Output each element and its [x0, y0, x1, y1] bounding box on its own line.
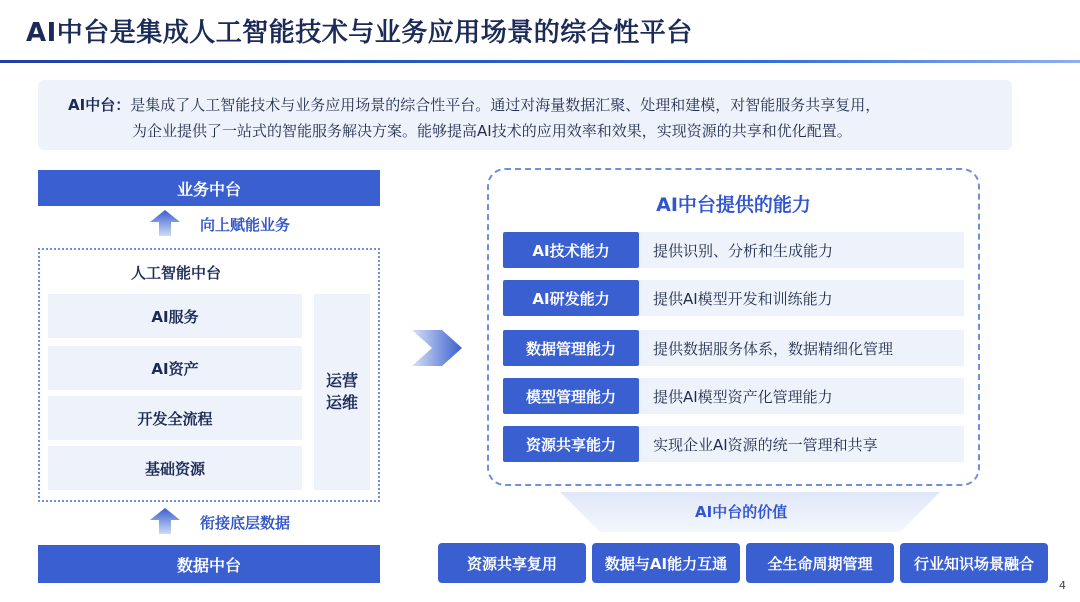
ai-center-title: 人工智能中台 — [130, 264, 221, 282]
business-center-bar: 业务中台 — [38, 170, 380, 206]
cap-desc-model-mgmt: 提供AI模型资产化管理能力 — [639, 378, 964, 414]
intro-line-2: 为企业提供了一站式的智能服务解决方案。能够提高AI技术的应用效率和效果，实现资源的共享和优化配置。 — [132, 122, 852, 140]
right-arrow-icon — [412, 330, 462, 366]
layer-ai-service: AI服务 — [48, 294, 302, 338]
up-arrow-icon — [150, 508, 180, 534]
cap-desc-data-mgmt: 提供数据服务体系，数据精细化管理 — [639, 330, 964, 366]
up-arrow-icon — [150, 210, 180, 236]
cap-label-ai-rd: AI研发能力 — [503, 280, 639, 316]
cap-desc-ai-tech: 提供识别、分析和生成能力 — [639, 232, 964, 268]
title-underline — [0, 60, 1080, 63]
layer-dev-process: 开发全流程 — [48, 396, 302, 440]
intro-box — [38, 80, 1012, 150]
value-item-lifecycle-mgmt: 全生命周期管理 — [746, 543, 894, 583]
bottom-connect-label: 衔接底层数据 — [200, 514, 291, 532]
cap-label-ai-tech: AI技术能力 — [503, 232, 639, 268]
cap-label-resource-share: 资源共享能力 — [503, 426, 639, 462]
value-item-industry-fusion: 行业知识场景融合 — [900, 543, 1048, 583]
ops-line-2: 运维 — [325, 393, 358, 412]
page-number: 4 — [1059, 579, 1066, 592]
cap-label-model-mgmt: 模型管理能力 — [503, 378, 639, 414]
value-item-resource-reuse: 资源共享复用 — [438, 543, 586, 583]
up-enable-label: 向上赋能业务 — [200, 216, 291, 234]
page-title: AI中台是集成人工智能技术与业务应用场景的综合性平台 — [26, 18, 693, 48]
capability-title: AI中台提供的能力 — [656, 194, 811, 216]
ai-center-box — [38, 248, 380, 502]
layer-base-resources: 基础资源 — [48, 446, 302, 490]
data-center-bar: 数据中台 — [38, 545, 380, 583]
cap-label-data-mgmt: 数据管理能力 — [503, 330, 639, 366]
value-title: AI中台的价值 — [695, 503, 788, 521]
ops-column — [314, 294, 370, 490]
cap-desc-resource-share: 实现企业AI资源的统一管理和共享 — [639, 426, 964, 462]
intro-line-1: 是集成了人工智能技术与业务应用场景的综合性平台。通过对海量数据汇聚、处理和建模，对智能服务共享复用， — [130, 96, 881, 114]
layer-ai-assets: AI资产 — [48, 346, 302, 390]
cap-desc-ai-rd: 提供AI模型开发和训练能力 — [639, 280, 964, 316]
value-item-data-ai-interop: 数据与AI能力互通 — [592, 543, 740, 583]
ops-line-1: 运营 — [325, 371, 358, 390]
capability-box — [487, 168, 980, 486]
intro-label: AI中台： — [68, 96, 131, 114]
